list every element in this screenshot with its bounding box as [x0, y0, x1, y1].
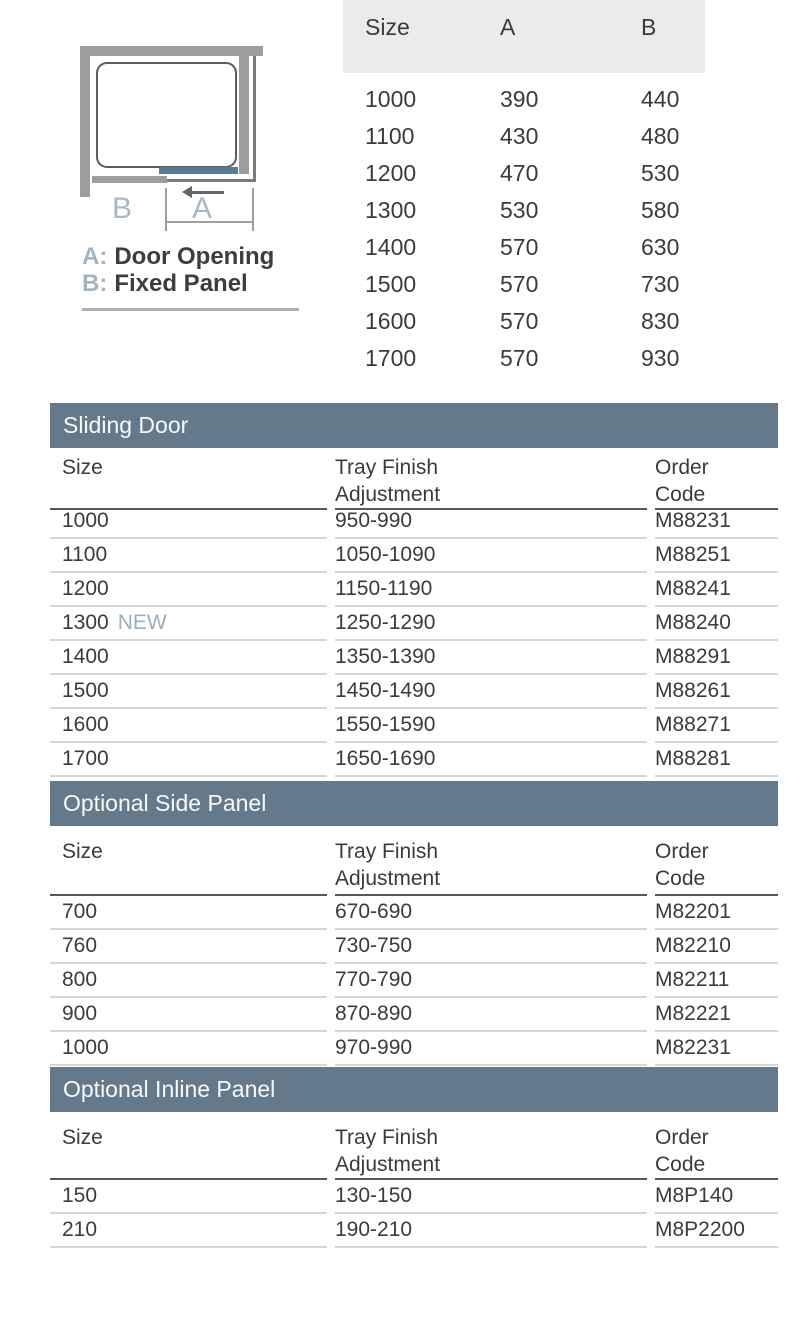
section-title-bar	[50, 403, 778, 448]
cell-adjustment: 1550-1590	[335, 709, 647, 743]
size-value: 210	[62, 1218, 98, 1241]
cell-size	[50, 641, 327, 675]
cell-order-code: M88271	[655, 709, 778, 743]
column-headers	[50, 826, 778, 896]
column-header-order-code: Order Code	[655, 448, 778, 510]
size-table-header-a: A	[500, 14, 516, 40]
cell-size	[50, 930, 327, 964]
size-value: 1100	[62, 543, 108, 566]
cell-adjustment: 870-890	[335, 998, 647, 1032]
cell-order-code: M88281	[655, 743, 778, 777]
cell-order-code: M88291	[655, 641, 778, 675]
table-row	[50, 709, 778, 743]
a-value: 570	[500, 271, 539, 297]
cell-adjustment: 770-790	[335, 964, 647, 998]
column-header-adjustment: Tray Finish Adjustment	[335, 1112, 647, 1180]
table-row	[50, 1032, 778, 1066]
cell-size	[50, 964, 327, 998]
column-header-size: Size	[50, 1112, 327, 1180]
size-value: 150	[62, 1184, 98, 1207]
cell-size	[50, 607, 327, 641]
diagram-label-b: B	[112, 192, 133, 225]
size-value: 1500	[365, 271, 417, 297]
cell-size	[50, 743, 327, 777]
diagram-wall-left	[80, 46, 90, 197]
column-header-adjustment: Tray Finish Adjustment	[335, 826, 647, 896]
size-value: 1600	[62, 713, 109, 736]
section-title-bar	[50, 781, 778, 826]
size-value: 900	[62, 1002, 98, 1025]
table-row	[50, 505, 778, 539]
cell-order-code: M88261	[655, 675, 778, 709]
diagram-right-panel	[239, 56, 249, 174]
size-table-row	[343, 303, 705, 340]
cell-order-code: M88231	[655, 505, 778, 539]
diagram-wall-top	[80, 46, 263, 56]
size-table-row	[343, 229, 705, 266]
cell-order-code: M8P140	[655, 1180, 778, 1214]
size-value: 1600	[365, 308, 417, 334]
a-value: 430	[500, 123, 539, 149]
a-value: 570	[500, 234, 539, 260]
cell-adjustment: 130-150	[335, 1180, 647, 1214]
cell-size	[50, 505, 327, 539]
table-row	[50, 930, 778, 964]
column-header-adjustment: Tray Finish Adjustment	[335, 448, 647, 510]
cell-adjustment: 670-690	[335, 896, 647, 930]
section-rows	[50, 896, 778, 1066]
size-table-header	[343, 0, 705, 73]
size-value: 1000	[62, 1036, 109, 1059]
diagram-enclosure-bottom-edge	[164, 179, 256, 182]
size-value: 1700	[365, 345, 417, 371]
size-value: 1100	[365, 123, 415, 149]
size-table-header-size: Size	[365, 14, 410, 40]
legend-label: Door Opening	[114, 243, 275, 270]
cell-size	[50, 1214, 327, 1248]
cell-order-code: M88241	[655, 573, 778, 607]
diagram-enclosure-right-edge	[253, 56, 256, 181]
b-value: 440	[641, 86, 680, 112]
table-row	[50, 641, 778, 675]
table-row	[50, 743, 778, 777]
cell-adjustment: 1250-1290	[335, 607, 647, 641]
diagram-legend	[82, 243, 274, 297]
column-header-order-code: Order Code	[655, 826, 778, 896]
size-table-row	[343, 81, 705, 118]
size-value: 760	[62, 934, 98, 957]
a-value: 390	[500, 86, 539, 112]
b-value: 630	[641, 234, 680, 260]
size-dimensions-table	[343, 0, 705, 377]
cell-order-code: M82210	[655, 930, 778, 964]
table-row	[50, 998, 778, 1032]
section-title: Optional Side Panel	[63, 790, 267, 816]
b-value: 930	[641, 345, 680, 371]
legend-item	[82, 243, 274, 270]
cell-adjustment: 1650-1690	[335, 743, 647, 777]
b-value: 480	[641, 123, 680, 149]
cell-adjustment: 190-210	[335, 1214, 647, 1248]
diagram-fixed-panel	[92, 176, 167, 183]
new-badge: NEW	[117, 611, 167, 634]
section-optional-inline-panel	[50, 1067, 778, 1248]
cell-adjustment: 1150-1190	[335, 573, 647, 607]
cell-adjustment: 730-750	[335, 930, 647, 964]
size-value: 800	[62, 968, 98, 991]
table-row	[50, 573, 778, 607]
size-table-rows	[343, 81, 705, 377]
table-row	[50, 1214, 778, 1248]
size-value: 1300	[62, 611, 109, 634]
size-value: 1400	[365, 234, 417, 260]
size-value: 1000	[62, 509, 109, 532]
column-header-order-code: Order Code	[655, 1112, 778, 1180]
diagram-sliding-door	[159, 167, 238, 174]
legend-label: Fixed Panel	[114, 270, 248, 297]
size-value: 1200	[62, 577, 109, 600]
a-value: 570	[500, 308, 539, 334]
b-value: 730	[641, 271, 680, 297]
legend-divider	[82, 308, 299, 311]
section-rows	[50, 505, 778, 777]
diagram-label-a: A	[192, 192, 213, 225]
legend-prefix: A:	[82, 243, 108, 270]
section-sliding-door	[50, 403, 778, 777]
size-table-row	[343, 340, 705, 377]
b-value: 830	[641, 308, 680, 334]
cell-order-code: M82231	[655, 1032, 778, 1066]
section-title: Optional Inline Panel	[63, 1076, 276, 1102]
table-row	[50, 539, 778, 573]
cell-adjustment: 1350-1390	[335, 641, 647, 675]
cell-adjustment: 1050-1090	[335, 539, 647, 573]
diagram-shower-tray	[96, 62, 237, 168]
cell-order-code: M88240	[655, 607, 778, 641]
size-table-row	[343, 266, 705, 303]
column-headers	[50, 448, 778, 505]
cell-size	[50, 896, 327, 930]
cell-size	[50, 539, 327, 573]
table-row	[50, 675, 778, 709]
size-value: 1500	[62, 679, 109, 702]
size-value: 1200	[365, 160, 417, 186]
section-title: Sliding Door	[63, 412, 189, 438]
cell-size	[50, 1180, 327, 1214]
size-value: 700	[62, 900, 98, 923]
dimension-tick-right	[252, 188, 254, 231]
size-value: 1000	[365, 86, 417, 112]
cell-order-code: M88251	[655, 539, 778, 573]
section-optional-side-panel	[50, 781, 778, 1066]
a-value: 570	[500, 345, 539, 371]
b-value: 530	[641, 160, 680, 186]
column-header-size: Size	[50, 826, 327, 896]
table-row	[50, 1180, 778, 1214]
cell-size	[50, 573, 327, 607]
dimension-tick-left	[165, 188, 167, 231]
cell-size	[50, 709, 327, 743]
size-value: 1700	[62, 747, 109, 770]
legend-prefix: B:	[82, 270, 108, 297]
column-header-size: Size	[50, 448, 327, 510]
cell-order-code: M82221	[655, 998, 778, 1032]
a-value: 530	[500, 197, 539, 223]
table-row	[50, 896, 778, 930]
a-value: 470	[500, 160, 539, 186]
section-title-bar	[50, 1067, 778, 1112]
column-headers	[50, 1112, 778, 1180]
cell-order-code: M82211	[655, 964, 778, 998]
cell-size	[50, 998, 327, 1032]
size-table-row	[343, 118, 705, 155]
cell-size	[50, 1032, 327, 1066]
b-value: 580	[641, 197, 680, 223]
size-table-header-b: B	[641, 14, 657, 40]
size-table-row	[343, 155, 705, 192]
cell-adjustment: 950-990	[335, 505, 647, 539]
section-rows	[50, 1180, 778, 1248]
size-table-row	[343, 192, 705, 229]
size-value: 1300	[365, 197, 417, 223]
size-value: 1400	[62, 645, 109, 668]
table-row	[50, 964, 778, 998]
cell-size	[50, 675, 327, 709]
cell-adjustment: 970-990	[335, 1032, 647, 1066]
cell-adjustment: 1450-1490	[335, 675, 647, 709]
door-direction-arrow-head-icon	[182, 186, 192, 198]
cell-order-code: M8P2200	[655, 1214, 778, 1248]
table-row	[50, 607, 778, 641]
legend-item	[82, 270, 274, 297]
cell-order-code: M82201	[655, 896, 778, 930]
